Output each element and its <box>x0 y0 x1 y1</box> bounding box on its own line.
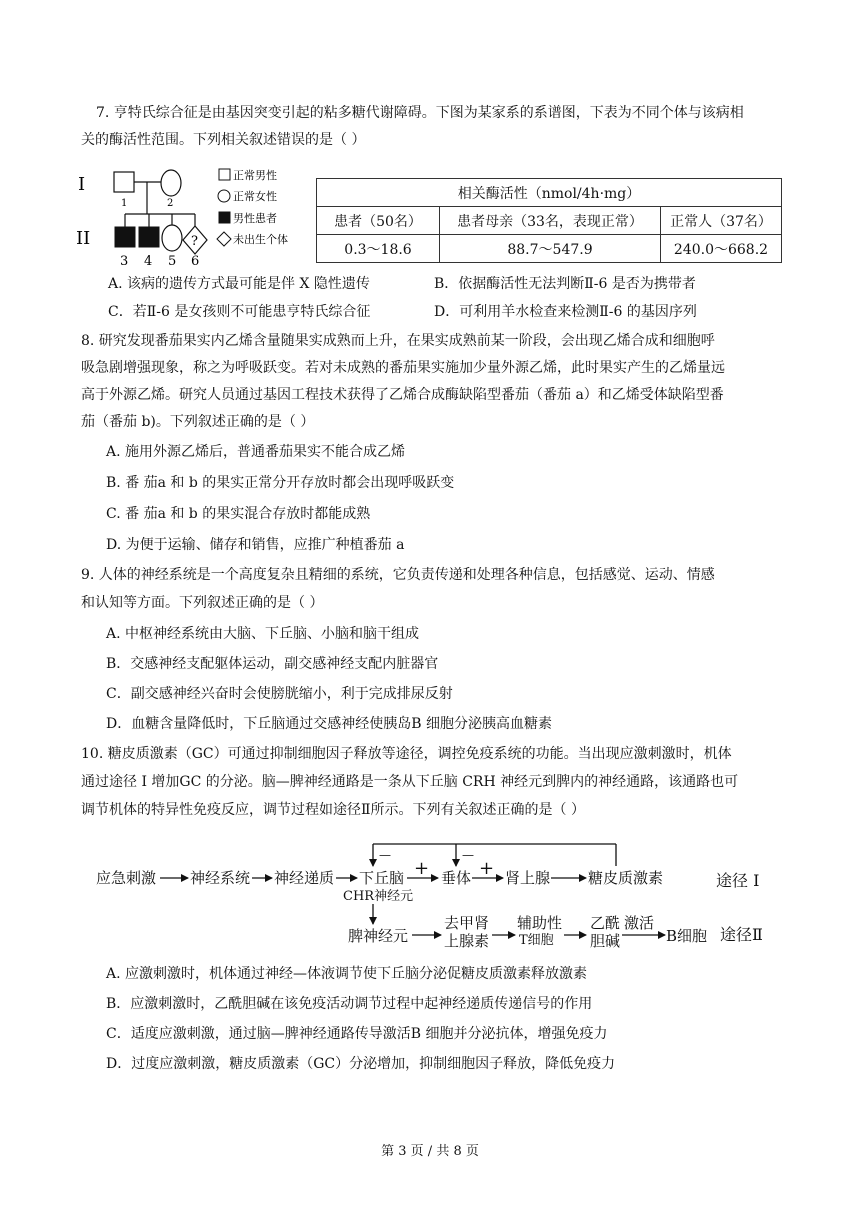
q9-option-b: B．交感神经支配躯体运动，副交感神经支配内脏器官 <box>106 656 439 672</box>
q9-option-d: D．血糖含量降低时，下丘脑通过交感神经使胰岛B 细胞分泌胰高血糖素 <box>106 716 552 732</box>
node-neurotransmitter: 神经递质 <box>274 869 335 887</box>
q9-stem-line1: 9. 人体的神经系统是一个高度复杂且精细的系统，它负责传递和处理各种信息，包括感觉、运动、情感 <box>81 567 715 583</box>
q10-option-c: C．适度应激刺激，通过脑—脾神经通路传导激活B 细胞并分泌抗体，增强免疫力 <box>106 1026 608 1042</box>
label-II-5: 5 <box>168 254 177 268</box>
node-glucocorticoid: 糖皮质激素 <box>588 869 664 887</box>
node-nervous-system: 神经系统 <box>190 869 251 887</box>
label-II-4: 4 <box>144 254 153 268</box>
table-header: 相关酶活性（nmol/4h·mg） <box>317 179 782 207</box>
label-II-3: 3 <box>120 254 129 268</box>
q7-option-b: B．依据酶活性无法判断Ⅱ-6 是否为携带者 <box>434 276 696 292</box>
q9-option-a: A. 中枢神经系统由大脑、下丘脑、小脑和脑干组成 <box>106 626 420 642</box>
minus-sign-1: — <box>379 848 391 862</box>
node-helper-t-cell-2: T细胞 <box>519 933 554 948</box>
plus-sign-1: + <box>414 858 430 879</box>
q7-option-c: C．若Ⅱ-6 是女孩则不可能患亨特氏综合征 <box>108 304 371 320</box>
legend-unborn-icon <box>217 232 231 246</box>
q10-option-b: B．应激刺激时，乙酰胆碱在该免疫活动调节过程中起神经递质传递信号的作用 <box>106 996 593 1012</box>
q7-option-a: A. 该病的遗传方式最可能是伴 X 隐性遗传 <box>108 276 370 292</box>
q8-option-a: A. 施用外源乙烯后，普通番茄果实不能合成乙烯 <box>106 444 406 460</box>
val-mother: 88.7～547.9 <box>440 235 661 263</box>
col-normal: 正常人（37名） <box>661 207 782 235</box>
enzyme-activity-table <box>316 178 782 263</box>
legend-unborn: 未出生个体 <box>233 233 288 246</box>
individual-I-2 <box>161 170 181 196</box>
q8-stem-line4: 茄（番茄 b)。下列叙述正确的是（ ） <box>81 414 315 430</box>
q7-stem-line1: 7. 亨特氏综合征是由基因突变引起的粘多糖代谢障碍。下图为某家系的系谱图，下表为不同个体与该病相 <box>96 105 744 121</box>
q10-stem-line3: 调节机体的特异性免疫反应，调节过程如途径Ⅱ所示。下列有关叙述正确的是（ ） <box>81 802 585 818</box>
q7-option-d: D．可利用羊水检查来检测Ⅱ-6 的基因序列 <box>434 304 697 320</box>
col-patient: 患者（50名） <box>317 207 440 235</box>
node-norepinephrine-1: 去甲肾 <box>444 914 490 932</box>
q7-stem-line2: 关的酶活性范围。下列相关叙述错误的是（ ） <box>81 132 366 148</box>
q8-stem-line3: 高于外源乙烯。研究人员通过基因工程技术获得了乙烯合成酶缺陷型番茄（番茄 a）和乙烯受体缺陷型番 <box>81 387 724 403</box>
generation-1-label: I <box>78 174 86 195</box>
plus-sign-2: + <box>479 858 495 879</box>
q10-stem-line2: 通过途径 I 增加GC 的分泌。脑—脾神经通路是一条从下丘脑 CRH 神经元到脾内的神经通路，该通路也可 <box>81 774 739 790</box>
label-I-2: 2 <box>167 198 174 209</box>
col-mother: 患者母亲（33名，表现正常） <box>440 207 661 235</box>
legend-affected-male: 男性患者 <box>233 212 277 225</box>
label-I-1: 1 <box>121 198 128 209</box>
q10-stem-line1: 10. 糖皮质激素（GC）可通过抑制细胞因子释放等途径，调控免疫系统的功能。当出现应激刺激时，机体 <box>81 746 732 762</box>
q10-option-a: A. 应激刺激时，机体通过神经—体液调节使下丘脑分泌促糖皮质激素释放激素 <box>106 966 588 982</box>
q8-option-c: C. 番 茄a 和 b 的果实混合存放时都能成熟 <box>106 506 371 522</box>
pedigree-chart <box>70 164 310 268</box>
individual-II-3 <box>115 227 135 247</box>
path-I-label: 途径 I <box>716 871 760 890</box>
activate-label: 激活 <box>624 914 655 932</box>
node-chr-neuron: CHR神经元 <box>343 889 414 904</box>
minus-sign-2: — <box>462 848 474 862</box>
node-acetylcholine-1: 乙酰 <box>590 914 621 932</box>
val-patient: 0.3～18.6 <box>317 235 440 263</box>
node-adrenal-gland: 肾上腺 <box>505 869 551 887</box>
node-hypothalamus: 下丘脑 <box>359 869 405 887</box>
legend-normal-male: 正常男性 <box>233 169 277 182</box>
unborn-mark: ? <box>191 234 198 249</box>
node-norepinephrine-2: 上腺素 <box>444 932 490 950</box>
individual-II-5 <box>162 225 182 251</box>
q8-option-b: B. 番 茄a 和 b 的果实正常分开存放时都会出现呼吸跃变 <box>106 475 455 491</box>
legend-male-icon <box>219 169 230 180</box>
q8-option-d: D. 为便于运输、储存和销售，应推广种植番茄 a <box>106 537 405 553</box>
q8-stem-line1: 8. 研究发现番茄果实内乙烯含量随果实成熟而上升，在果实成熟前某一阶段，会出现乙烯合成和细胞呼 <box>81 333 715 349</box>
generation-2-label: II <box>76 228 91 249</box>
individual-II-4 <box>139 227 159 247</box>
page-footer: 第 3 页 / 共 8 页 <box>381 1144 479 1159</box>
val-normal: 240.0～668.2 <box>661 235 782 263</box>
node-splenic-neuron: 脾神经元 <box>348 927 409 945</box>
label-II-6: 6 <box>191 254 200 268</box>
node-b-cell: B细胞 <box>666 927 708 945</box>
q8-stem-line2: 吸急剧增强现象，称之为呼吸跃变。若对未成熟的番茄果实施加少量外源乙烯，此时果实产生的乙烯量远 <box>81 360 725 376</box>
regulation-pathway-diagram <box>0 834 860 958</box>
q10-option-d: D．过度应激刺激，糖皮质激素（GC）分泌增加，抑制细胞因子释放，降低免疫力 <box>106 1056 616 1072</box>
node-helper-t-cell-1: 辅助性 <box>517 914 563 932</box>
legend-affected-male-icon <box>219 212 230 223</box>
legend-female-icon <box>218 190 230 202</box>
node-acetylcholine-2: 胆碱 <box>590 932 621 950</box>
q9-option-c: C．副交感神经兴奋时会使膀胱缩小，利于完成排尿反射 <box>106 686 453 702</box>
individual-I-1 <box>114 172 134 192</box>
q9-stem-line2: 和认知等方面。下列叙述正确的是（ ） <box>81 595 324 611</box>
legend-normal-female: 正常女性 <box>233 190 277 203</box>
node-pituitary: 垂体 <box>441 869 472 887</box>
node-stress-stimulus: 应急刺激 <box>96 869 157 887</box>
path-II-label: 途径Ⅱ <box>720 925 763 944</box>
